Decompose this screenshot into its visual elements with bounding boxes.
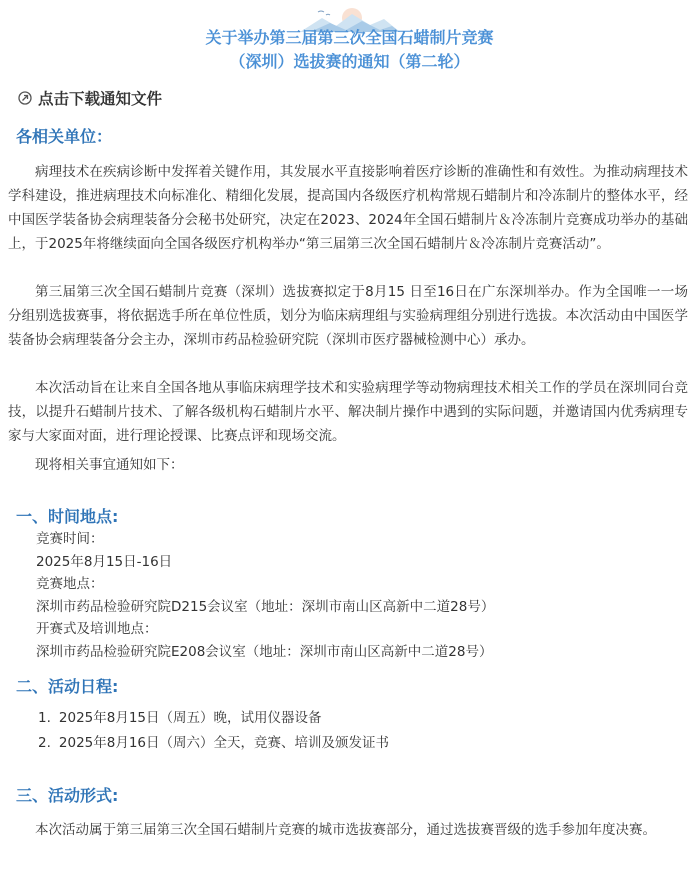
download-notice-link[interactable] <box>18 86 162 110</box>
schedule-item-number: 2. <box>38 735 51 751</box>
format-paragraph: 本次活动属于第三届第三次全国石蜡制片竞赛的城市选拔赛部分，通过选拔赛晋级的选手参加年度决赛。 <box>35 822 656 838</box>
section-schedule-heading: 二、活动日程: <box>16 677 119 696</box>
competition-venue-value: 深圳市药品检验研究院D215会议室（地址：深圳市南山区高新中二道28号） <box>36 598 495 615</box>
schedule-item <box>38 731 389 756</box>
time-place-details <box>36 528 494 664</box>
salutation: 各相关单位： <box>16 127 113 146</box>
competition-venue-label: 竞赛地点： <box>36 576 104 593</box>
notice-title-line-1: 关于举办第三届第三次全国石蜡制片竞赛 <box>205 28 494 47</box>
download-link-label: 点击下载通知文件 <box>38 90 163 108</box>
intro-paragraph-4: 现将相关事宜通知如下： <box>35 457 184 473</box>
schedule-item-text: 2025年8月16日（周六）全天，竞赛、培训及颁发证书 <box>58 735 390 751</box>
notice-title-line-2: （深圳）选拔赛的通知（第二轮） <box>229 52 470 71</box>
competition-time-label: 竞赛时间： <box>36 531 104 547</box>
schedule-item-number: 1. <box>38 710 51 726</box>
link-icon <box>18 91 32 105</box>
intro-paragraph-2: 第三届第三次全国石蜡制片竞赛（深圳）选拔赛拟定于8月15 日至16日在广东深圳举办。作为全国唯一一场分组别选拔赛事，将依据选手所在单位性质，划分为临床病理组与实验病理组分别进行选拔。本次活动由中国医学装备协会病理装备分会主办，深圳市药品检验研究院（深圳市医疗器械检测中心）承办。 <box>8 284 688 348</box>
opening-training-venue-label: 开赛式及培训地点： <box>36 621 158 638</box>
schedule-item-text: 2025年8月15日（周五）晚，试用仪器设备 <box>58 710 322 726</box>
schedule-list <box>38 706 389 756</box>
intro-paragraph-1: 病理技术在疾病诊断中发挥着关键作用，其发展水平直接影响着医疗诊断的准确性和有效性。为推动病理技术学科建设，推进病理技术向标准化、精细化发展，提高国内各级医疗机构常规石蜡制片和冷冻制片的整体水平，经中国医学装备协会病理装备分会秘书处研究，决定在2023、2024年全国石蜡制片＆冷冻制片竞赛成功举办的基础上，于2025年将继续面向全国各级医疗机构举办“第三届第三次全国石蜡制片＆冷冻制片竞赛活动”。 <box>8 164 688 252</box>
section-time-place-heading: 一、时间地点: <box>16 507 119 526</box>
competition-time-value: 2025年8月15日-16日 <box>36 553 173 570</box>
schedule-item <box>38 706 389 731</box>
section-format-heading: 三、活动形式: <box>16 786 119 805</box>
opening-training-venue-value: 深圳市药品检验研究院E208会议室（地址：深圳市南山区高新中二道28号） <box>36 643 493 660</box>
intro-paragraph-3: 本次活动旨在让来自全国各地从事临床病理学技术和实验病理学等动物病理技术相关工作的学员在深圳同台竞技，以提升石蜡制片技术、了解各级机构石蜡制片水平、解决制片操作中遇到的实际问题，并邀请国内优秀病理专家与大家面对面，进行理论授课、比赛点评和现场交流。 <box>8 380 688 444</box>
